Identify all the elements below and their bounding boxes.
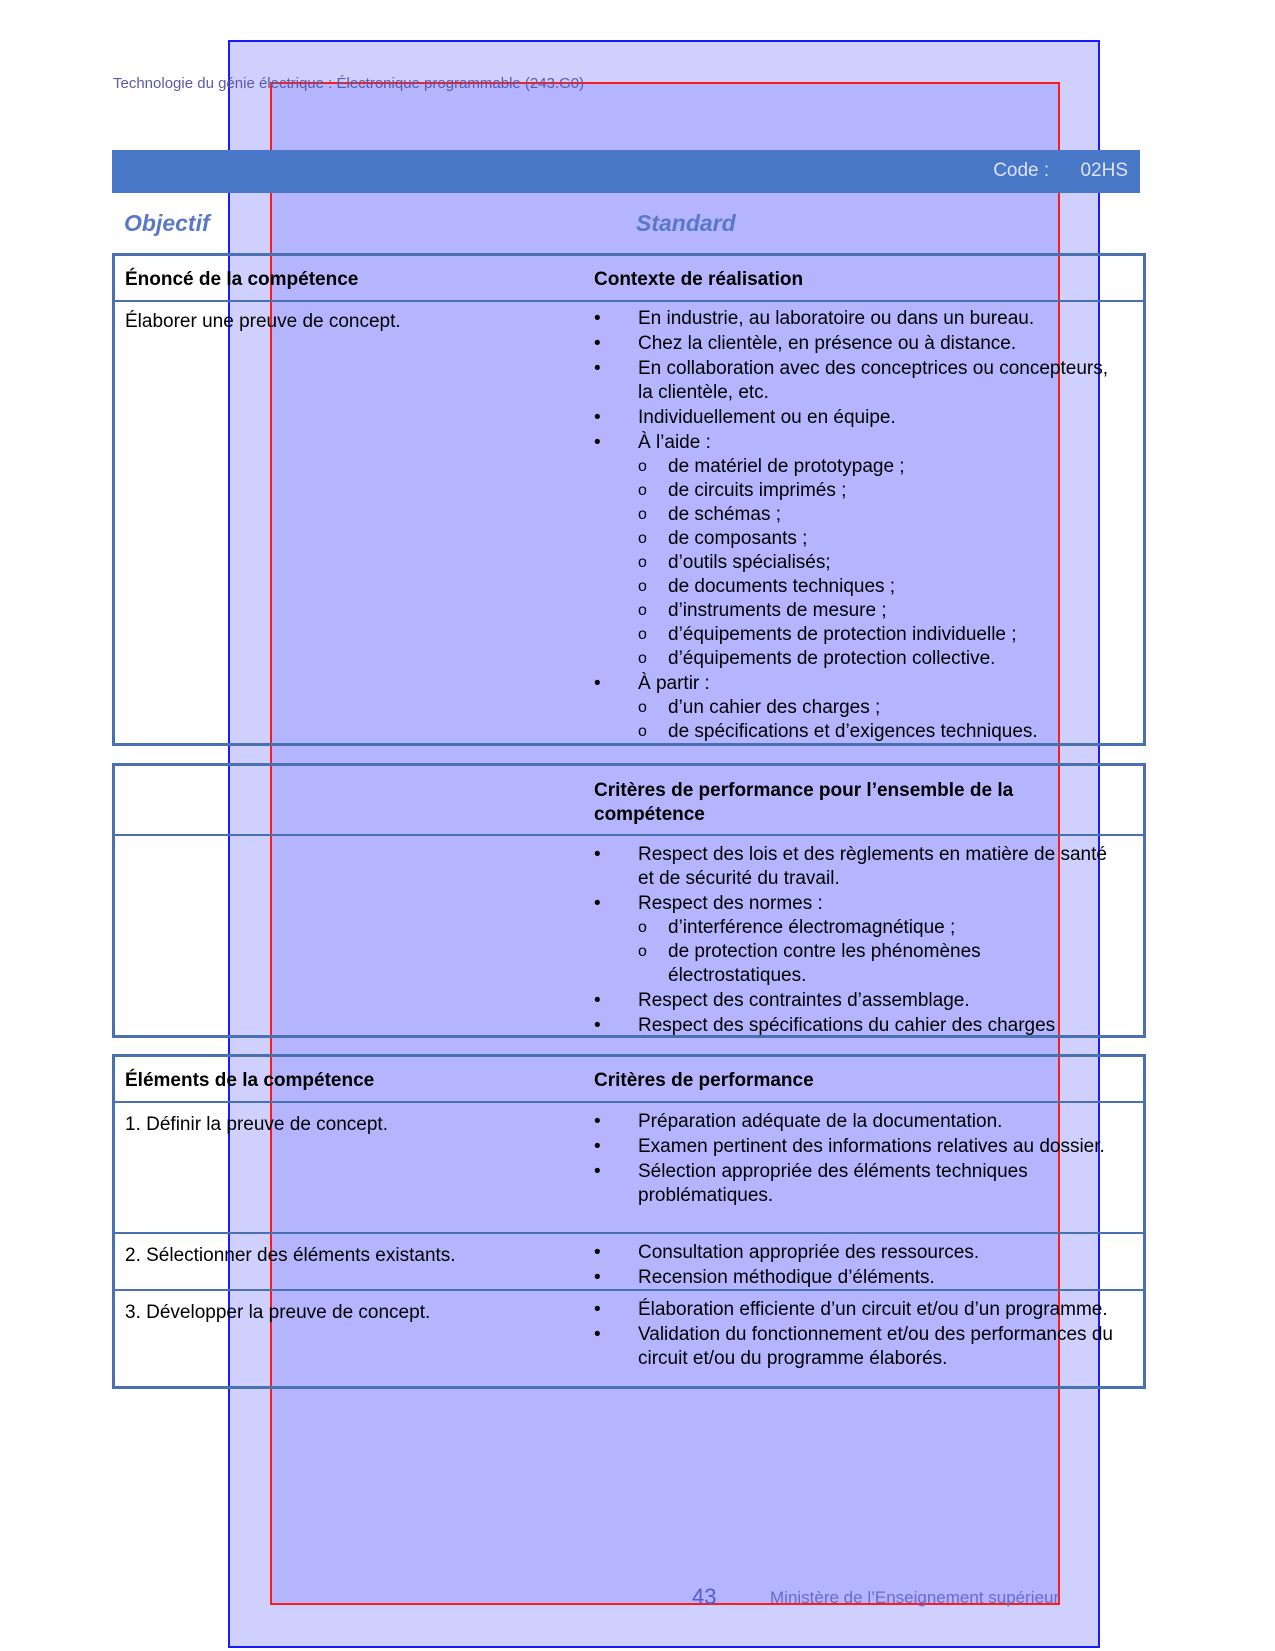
- sub-list-item: o de circuits imprimés ;: [638, 479, 1114, 503]
- global-criteria-header: Critères de performance pour l’ensemble de la compétence: [594, 780, 1014, 825]
- list-item-text: Respect des lois et des règlements en matière de santé et de sécurité du travail.: [638, 844, 1107, 889]
- page-number: 43: [692, 1584, 717, 1609]
- list-item: [594, 357, 1114, 405]
- criteria-list: [594, 1241, 1114, 1291]
- sub-list-item: o de composants ;: [638, 527, 1114, 551]
- sub-list-item: o de spécifications et d’exigences techniques.: [638, 720, 1114, 744]
- list-item: [594, 1014, 1114, 1038]
- list-item-text: Respect des contraintes d’assemblage.: [638, 990, 970, 1011]
- row-divider: [115, 1232, 1143, 1234]
- sub-list-item: o d’outils spécialisés;: [638, 551, 1114, 575]
- sub-list: [638, 455, 1114, 671]
- sub-list-item: o d’équipements de protection collective.: [638, 647, 1114, 671]
- list-item: [594, 672, 1114, 744]
- list-item: • Préparation adéquate de la documentation.: [594, 1110, 1114, 1134]
- list-item: [594, 892, 1114, 988]
- list-item-text: En collaboration avec des conceptrices ou concepteurs, la clientèle, etc.: [638, 358, 1108, 403]
- list-item: [594, 332, 1114, 356]
- sub-list-item: o de schémas ;: [638, 503, 1114, 527]
- sub-list-item: o de matériel de prototypage ;: [638, 455, 1114, 479]
- sub-list-item: o d’instruments de mesure ;: [638, 599, 1114, 623]
- elements-table: [112, 1054, 1146, 1389]
- list-item: • Recension méthodique d’éléments.: [594, 1266, 1114, 1290]
- criteria-list: [594, 1110, 1114, 1209]
- list-item: [594, 843, 1114, 891]
- enonce-text: Élaborer une preuve de concept.: [125, 311, 401, 332]
- sub-list-item: o d’interférence électromagnétique ;: [638, 916, 1114, 940]
- competency-code: [993, 160, 1128, 182]
- list-item-text: Respect des normes :: [638, 893, 823, 914]
- list-item: [594, 406, 1114, 430]
- list-item: [594, 989, 1114, 1013]
- competency-table: [112, 253, 1146, 746]
- global-criteria-list: [594, 843, 1114, 1039]
- row-divider: [115, 1289, 1143, 1291]
- sub-list-item: o d’équipements de protection individuelle ;: [638, 623, 1114, 647]
- table-header-row: [115, 766, 1143, 836]
- program-header: Technologie du génie électrique : Électronique programmable (243.G0): [113, 75, 585, 92]
- list-item-text: Respect des spécifications du cahier des charges: [638, 1015, 1056, 1036]
- code-label: Code :: [993, 160, 1050, 181]
- code-band: [112, 150, 1140, 193]
- list-item: • Validation du fonctionnement et/ou des performances du circuit et/ou du programme élaborés.: [594, 1323, 1114, 1371]
- element-text: 1. Définir la preuve de concept.: [125, 1114, 388, 1135]
- code-value: 02HS: [1080, 160, 1128, 181]
- element-text: 3. Développer la preuve de concept.: [125, 1302, 431, 1323]
- sub-list-item: o d’un cahier des charges ;: [638, 696, 1114, 720]
- list-item: • Sélection appropriée des éléments techniques problématiques.: [594, 1160, 1114, 1208]
- element-text: 2. Sélectionner des éléments existants.: [125, 1245, 456, 1266]
- list-item: • Consultation appropriée des ressources.: [594, 1241, 1114, 1265]
- list-item-text: En industrie, au laboratoire ou dans un bureau.: [638, 308, 1035, 329]
- list-item-text: Individuellement ou en équipe.: [638, 407, 896, 428]
- elements-header: Éléments de la compétence: [125, 1070, 375, 1091]
- list-item-text: À partir :: [638, 673, 710, 694]
- table-header-row: [115, 1057, 1143, 1103]
- list-item-text: Chez la clientèle, en présence ou à distance.: [638, 333, 1017, 354]
- table-header-row: [115, 256, 1143, 302]
- list-item: • Examen pertinent des informations relatives au dossier.: [594, 1135, 1114, 1159]
- list-item: • Élaboration efficiente d’un circuit et/ou d’un programme.: [594, 1298, 1114, 1322]
- contexte-list: [594, 307, 1114, 745]
- criteria-header: Critères de performance: [594, 1070, 814, 1091]
- ministry-name: Ministère de l’Enseignement supérieur: [770, 1588, 1060, 1607]
- criteria-list: [594, 1298, 1114, 1372]
- sub-list: [638, 696, 1114, 744]
- standard-title: Standard: [636, 210, 736, 236]
- contexte-header: Contexte de réalisation: [594, 269, 804, 290]
- sub-list: [638, 916, 1114, 988]
- list-item-text: À l’aide :: [638, 432, 711, 453]
- list-item: [594, 431, 1114, 671]
- sub-list-item: o de protection contre les phénomènes électrostatiques.: [638, 940, 1114, 988]
- objectif-title: Objectif: [124, 210, 210, 236]
- list-item: [594, 307, 1114, 331]
- enonce-header: Énoncé de la compétence: [125, 269, 359, 290]
- sub-list-item: o de documents techniques ;: [638, 575, 1114, 599]
- global-criteria-table: [112, 763, 1146, 1038]
